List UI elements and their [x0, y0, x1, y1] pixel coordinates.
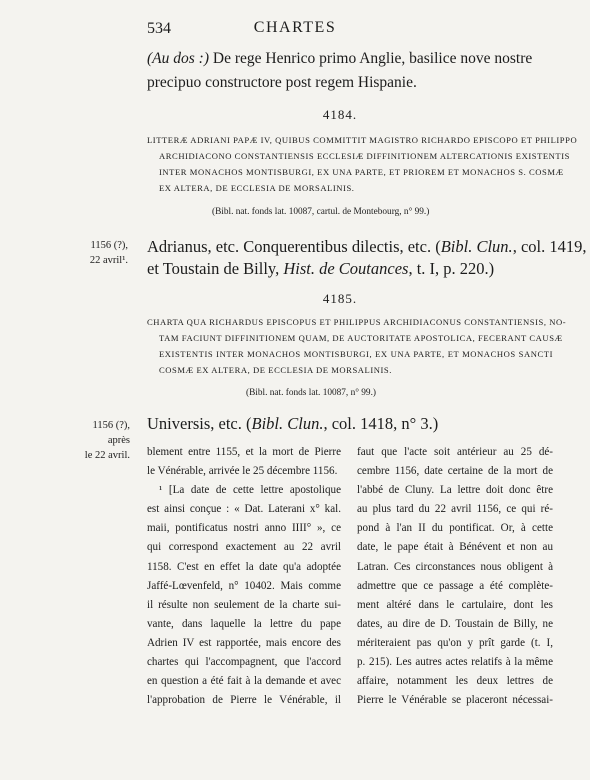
footnote-column-right — [357, 443, 553, 710]
footnote-line: Pierre le Vénérable se placeront nécessai- — [357, 694, 553, 707]
footnote-line: affaire, notamment les deux lettres de — [357, 675, 553, 688]
dorse-line-1 — [147, 47, 547, 71]
text-segment: , col. 1418, n° 3.) — [323, 414, 439, 433]
footnote-line: l'abbé de Cluny. La lettre doit donc être — [357, 484, 553, 497]
footnote-line: est ainsi conçue : « Dat. Laterani x° kal. — [147, 503, 341, 516]
dorse-note — [147, 47, 547, 95]
document-4185-summary — [147, 314, 567, 378]
footnote-line: 1158. C'est en effet la date qu'a adoptée — [147, 560, 341, 573]
dorse-label: (Au dos :) — [147, 50, 209, 67]
document-number-4185: 4185. — [322, 291, 358, 306]
footnote-line: en question a été fait à la demande et avec — [147, 675, 341, 688]
footnote-line: ment altéré dans le cartulaire, dont les — [357, 598, 553, 611]
footnote-line: Adrien IV est rapportée, mais encore des — [147, 636, 341, 649]
footnote-line: p. 215). Les autres actes relatifs à la même — [357, 656, 553, 669]
footnote-line: Latran. Ces circonstances nous obligent à — [357, 560, 553, 573]
footnote-line: Jaffé-Lœvenfeld, n° 10402. Mais comme — [147, 579, 341, 592]
margin-date-line: 1156 (?), — [90, 240, 128, 251]
margin-date-line: après — [107, 435, 130, 446]
margin-date-line: le 22 avril. — [84, 450, 130, 461]
footnote-line: vante, dans laquelle la lettre du pape — [147, 617, 341, 630]
citation-title: Bibl. Clun. — [251, 414, 324, 433]
footnote-line: l'approbation de Pierre le Vénérable, il — [147, 694, 341, 707]
text-segment: Universis, etc. ( — [147, 414, 252, 433]
footnote-line: il résulte non seulement de la charte sui- — [147, 598, 341, 611]
text-segment: et Toustain de Billy, — [147, 259, 284, 278]
footnote-column-left — [147, 443, 341, 710]
footnote-line: blement entre 1155, et la mort de Pierre — [147, 446, 341, 458]
document-4185-margin-date — [75, 418, 130, 463]
citation-title: Bibl. Clun. — [440, 237, 513, 256]
summary-line: COSMÆ EX ALTERA, DE ECCLESIA DE MORSALINIS. — [159, 365, 392, 375]
text-segment: , col. 1419, — [512, 237, 587, 256]
summary-line: TAM FACIUNT DIFFINITIONEM QUAM, DE AUCTORITATE APOSTOLICA, FECERANT CAUSÆ — [159, 333, 563, 343]
text-segment: Adrianus, etc. Conquerentibus dilectis, etc. ( — [147, 237, 441, 256]
margin-date-line: 1156 (?), — [92, 420, 130, 431]
document-4185-source: (Bibl. nat. fonds lat. 10087, n° 99.) — [246, 388, 376, 398]
summary-line: LITTERÆ ADRIANI PAPÆ IV, QUIBUS COMMITTIT MAGISTRO RICHARDO EPISCOPO ET PHILIPPO — [147, 135, 578, 145]
footnote-line: qui correspond exactement au 22 avril — [147, 541, 341, 554]
summary-line: ARCHIDIACONO CONSTANTIENSIS ECCLESIÆ DIFFINITIONEM ALTERCATIONIS EXISTENTIS — [159, 151, 570, 161]
footnote-line: ¹ [La date de cette lettre apostolique — [159, 484, 341, 497]
summary-line: INTER MONACHOS MONTISBURGI, EX UNA PARTE, ET PRIOREM ET MONACHOS S. COSMÆ — [159, 167, 564, 177]
footnote-line: mériteraient pas qu'on y prît garde (t. I, — [357, 636, 553, 649]
footnote-line: admettre que ce passage a été complète- — [357, 579, 553, 592]
footnote-line: chartes qui l'accompagnent, que l'accord — [147, 656, 341, 669]
footnote-line: au plus tard du 22 avril 1156, ce qui ré- — [357, 503, 553, 516]
document-number-4184: 4184. — [322, 107, 358, 122]
summary-line: EX ALTERA, DE ECCLESIA DE MORSALINIS. — [159, 183, 355, 193]
page-number: 534 — [147, 20, 171, 37]
document-4184-summary — [147, 132, 578, 196]
summary-line: CHARTA QUA RICHARDUS EPISCOPUS ET PHILIPPUS ARCHIDIACONUS CONSTANTIENSIS, NO- — [147, 317, 567, 327]
footnote-line: pond à l'an II du pontificat. Or, à cette — [357, 522, 553, 535]
footnote-line: cembre 1156, date certaine de la mort de — [357, 465, 553, 478]
document-4184-margin-date — [73, 238, 128, 268]
summary-line: EXISTENTIS INTER MONACHOS MONTISBURGI, EX UNA PARTE, ET MONACHOS SANCTI — [159, 349, 553, 359]
document-4184-source: (Bibl. nat. fonds lat. 10087, cartul. de Montebourg, n° 99.) — [212, 207, 430, 217]
running-title: CHARTES — [253, 19, 337, 36]
text-segment: , t. I, p. 220.) — [408, 259, 495, 278]
footnote-line: faut que l'acte soit antérieur au 25 dé- — [357, 446, 553, 458]
document-4185-text-line — [147, 411, 438, 437]
dorse-text-1: De rege Henrico primo Anglie, basilice nove nostre — [209, 50, 533, 67]
citation-title: Hist. de Coutances — [283, 259, 409, 278]
document-4184-text-line-2 — [147, 256, 494, 282]
footnote-line: dates, au dire de D. Toustain de Billy, ne — [357, 617, 553, 630]
dorse-line-2: precipuo constructore post regem Hispanie. — [147, 74, 417, 91]
footnote-line: date, le pape était à Bénévent et non au — [357, 541, 553, 554]
margin-date-line: 22 avril¹. — [89, 255, 128, 266]
footnote-line: le Vénérable, arrivée le 25 décembre 1156. — [147, 465, 338, 478]
footnote-line: maii, pontificatus nostri anno IIII° », ce — [147, 522, 341, 535]
